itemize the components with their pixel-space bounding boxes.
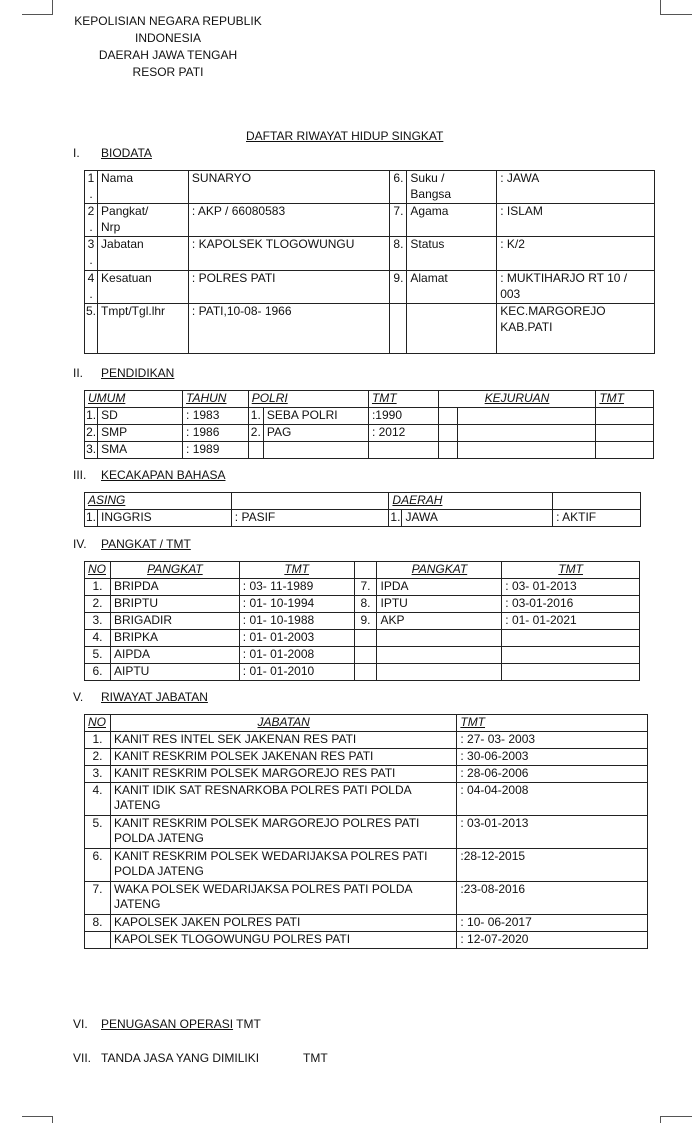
- rank-name: BRIPTU: [110, 595, 239, 612]
- institution-header: [60, 13, 276, 81]
- education-general: SMP: [98, 424, 183, 441]
- row-number: [85, 931, 111, 948]
- biodata-row: [85, 171, 655, 204]
- rank-tmt: : 01- 10-1994: [239, 595, 354, 612]
- section-pangkat-heading: [73, 537, 191, 551]
- rank-name: BRIGADIR: [110, 612, 239, 629]
- rank-tmt: [502, 663, 640, 680]
- field-label: [407, 304, 497, 354]
- header-tmt: TMT: [239, 562, 354, 579]
- row-number: 5.: [85, 304, 98, 354]
- empty-cell: [231, 493, 389, 510]
- row-number: 5.: [85, 815, 111, 848]
- pangkat-row: [85, 629, 640, 646]
- empty-cell: [438, 441, 457, 458]
- header-line-4: RESOR PATI: [132, 65, 204, 79]
- section-number: VII.: [73, 1051, 92, 1065]
- empty-cell: [438, 407, 457, 424]
- section-pendidikan-heading: [73, 366, 174, 380]
- language-level: : PASIF: [231, 510, 389, 527]
- jabatan-row: [85, 748, 648, 765]
- position-tmt: : 10- 06-2017: [457, 914, 648, 931]
- jabatan-table: [84, 714, 648, 949]
- row-number: 1.: [85, 510, 98, 527]
- position-name: KANIT RES INTEL SEK JAKENAN RES PATI: [110, 731, 456, 748]
- language-regional: JAWA: [402, 510, 553, 527]
- rank-name: IPDA: [377, 578, 502, 595]
- position-name: WAKA POLSEK WEDARIJAKSA POLRES PATI POLDA JATENG: [110, 881, 456, 914]
- field-value: : ISLAM: [497, 204, 655, 237]
- pangkat-row: [85, 663, 640, 680]
- jabatan-rows: [85, 715, 648, 949]
- row-number: 2 .: [85, 204, 98, 237]
- field-value: : PATI,10-08- 1966: [188, 304, 390, 354]
- position-tmt: : 12-07-2020: [457, 931, 648, 948]
- row-number: [354, 629, 377, 646]
- field-value: : JAWA: [497, 171, 655, 204]
- biodata-row: [85, 237, 655, 271]
- pangkat-row: [85, 578, 640, 595]
- row-number: 3.: [85, 765, 111, 782]
- section-number: III.: [73, 468, 87, 482]
- pangkat-row: [85, 595, 640, 612]
- field-value: SUNARYO: [188, 171, 390, 204]
- row-number: 7.: [85, 881, 111, 914]
- row-number: 1.: [389, 510, 402, 527]
- row-number: 1.: [85, 731, 111, 748]
- education-tmt: [368, 441, 438, 458]
- rank-name: [377, 646, 502, 663]
- row-number: 8.: [85, 914, 111, 931]
- rank-tmt: : 01- 10-1988: [239, 612, 354, 629]
- header-polri: POLRI: [248, 391, 368, 408]
- section-label: BIODATA: [101, 146, 152, 160]
- rank-tmt: : 01- 01-2008: [239, 646, 354, 663]
- row-number: 3 .: [85, 237, 98, 271]
- jabatan-header-row: [85, 715, 648, 732]
- header-pangkat: PANGKAT: [110, 562, 239, 579]
- row-number: 2.: [85, 424, 98, 441]
- rank-name: AIPTU: [110, 663, 239, 680]
- rank-name: BRIPKA: [110, 629, 239, 646]
- empty-cell: [596, 424, 654, 441]
- pangkat-header-row: [85, 562, 640, 579]
- jabatan-row: [85, 848, 648, 881]
- pendidikan-rows: [85, 391, 654, 459]
- position-name: KANIT RESKRIM POLSEK MARGOREJO RES PATI: [110, 765, 456, 782]
- section-jabatan-heading: [73, 690, 208, 704]
- row-number: 4 .: [85, 271, 98, 304]
- header-tmt: TMT: [502, 562, 640, 579]
- biodata-row: [85, 304, 655, 354]
- education-general: SMA: [98, 441, 183, 458]
- bahasa-row: [85, 510, 641, 527]
- rank-name: AIPDA: [110, 646, 239, 663]
- section-penugasan-heading: [73, 1017, 261, 1031]
- row-number: 1.: [248, 407, 263, 424]
- pendidikan-table: [84, 390, 654, 459]
- jabatan-row: [85, 782, 648, 815]
- position-tmt: : 04-04-2008: [457, 782, 648, 815]
- education-polri: SEBA POLRI: [263, 407, 368, 424]
- language-foreign: INGGRIS: [98, 510, 232, 527]
- field-label: Jabatan: [98, 237, 189, 271]
- row-number: 8.: [354, 595, 377, 612]
- field-value: : K/2: [497, 237, 655, 271]
- field-value: : KAPOLSEK TLOGOWUNGU: [188, 237, 390, 271]
- empty-cell: [457, 407, 595, 424]
- biodata-table: [84, 170, 655, 354]
- field-label: Tmpt/Tgl.lhr: [98, 304, 189, 354]
- rank-tmt: : 03- 11-1989: [239, 578, 354, 595]
- header-tmt: TMT: [457, 715, 648, 732]
- row-number: 9.: [390, 271, 407, 304]
- rank-tmt: : 01- 01-2003: [239, 629, 354, 646]
- section-suffix: TMT: [303, 1051, 328, 1065]
- rank-tmt: : 01- 01-2021: [502, 612, 640, 629]
- empty-cell: [457, 441, 595, 458]
- education-year: : 1983: [183, 407, 249, 424]
- section-number: II.: [73, 366, 84, 380]
- biodata-rows: [85, 171, 655, 354]
- rank-tmt: : 01- 01-2010: [239, 663, 354, 680]
- row-number: 3.: [85, 612, 111, 629]
- header-tmt: TMT: [368, 391, 438, 408]
- header-line-1: KEPOLISIAN NEGARA REPUBLIK: [74, 14, 262, 28]
- field-label: Alamat: [407, 271, 497, 304]
- header-line-2: INDONESIA: [134, 31, 201, 45]
- bahasa-table: [84, 492, 641, 527]
- rank-tmt: [502, 629, 640, 646]
- empty-cell: [354, 562, 377, 579]
- row-number: [390, 304, 407, 354]
- rank-name: AKP: [377, 612, 502, 629]
- education-polri: [263, 441, 368, 458]
- section-tanda-jasa-heading: [73, 1051, 328, 1065]
- position-tmt: : 27- 03- 2003: [457, 731, 648, 748]
- row-number: [354, 646, 377, 663]
- row-number: 4.: [85, 782, 111, 815]
- row-number: 6.: [85, 848, 111, 881]
- jabatan-row: [85, 914, 648, 931]
- bahasa-rows: [85, 493, 641, 527]
- field-value: KEC.MARGOREJO KAB.PATI: [497, 304, 655, 354]
- pendidikan-row: [85, 441, 654, 458]
- header-tahun: TAHUN: [183, 391, 249, 408]
- section-label: KECAKAPAN BAHASA: [101, 468, 226, 482]
- education-polri: PAG: [263, 424, 368, 441]
- field-value: : POLRES PATI: [188, 271, 390, 304]
- section-label: PENDIDIKAN: [101, 366, 175, 380]
- field-label: Agama: [407, 204, 497, 237]
- row-number: 5.: [85, 646, 111, 663]
- section-label: PENUGASAN OPERASI: [101, 1017, 234, 1031]
- row-number: [248, 441, 263, 458]
- section-biodata-heading: [73, 146, 152, 160]
- document-title: DAFTAR RIWAYAT HIDUP SINGKAT: [246, 129, 444, 143]
- field-value: : MUKTIHARJO RT 10 / 003: [497, 271, 655, 304]
- rank-name: IPTU: [377, 595, 502, 612]
- jabatan-row: [85, 815, 648, 848]
- row-number: 7.: [390, 204, 407, 237]
- row-number: 6.: [390, 171, 407, 204]
- section-bahasa-heading: [73, 468, 226, 482]
- section-label: PANGKAT / TMT: [101, 537, 191, 551]
- header-no: NO: [85, 715, 111, 732]
- header-tmt: TMT: [596, 391, 654, 408]
- position-tmt: : 03-01-2013: [457, 815, 648, 848]
- position-tmt: :28-12-2015: [457, 848, 648, 881]
- section-label: TANDA JASA YANG DIMILIKI: [101, 1051, 260, 1065]
- row-number: 7.: [354, 578, 377, 595]
- empty-cell: [457, 424, 595, 441]
- pangkat-table: [84, 561, 640, 681]
- corner-mark-top-right: [660, 0, 692, 15]
- position-name: KANIT RESKRIM POLSEK WEDARIJAKSA POLRES PATI POLDA JATENG: [110, 848, 456, 881]
- empty-cell: [553, 493, 641, 510]
- empty-cell: [438, 424, 457, 441]
- pendidikan-header-row: [85, 391, 654, 408]
- jabatan-row: [85, 765, 648, 782]
- field-label: Nama: [98, 171, 189, 204]
- empty-cell: [596, 407, 654, 424]
- pangkat-row: [85, 612, 640, 629]
- pendidikan-row: [85, 407, 654, 424]
- position-name: KANIT RESKRIM POLSEK JAKENAN RES PATI: [110, 748, 456, 765]
- row-number: [354, 663, 377, 680]
- position-name: KANIT RESKRIM POLSEK MARGOREJO POLRES PATI POLDA JATENG: [110, 815, 456, 848]
- empty-cell: [596, 441, 654, 458]
- section-number: V.: [73, 690, 84, 704]
- section-number: I.: [73, 146, 80, 160]
- row-number: 2.: [248, 424, 263, 441]
- education-tmt: : 2012: [368, 424, 438, 441]
- row-number: 4.: [85, 629, 111, 646]
- position-name: KAPOLSEK JAKEN POLRES PATI: [110, 914, 456, 931]
- jabatan-row: [85, 731, 648, 748]
- section-number: VI.: [73, 1017, 88, 1031]
- row-number: 2.: [85, 595, 111, 612]
- jabatan-row: [85, 881, 648, 914]
- section-label: RIWAYAT JABATAN: [101, 690, 208, 704]
- field-label: Kesatuan: [98, 271, 189, 304]
- header-line-3: DAERAH JAWA TENGAH: [98, 48, 238, 62]
- row-number: 2.: [85, 748, 111, 765]
- header-asing: ASING: [85, 493, 232, 510]
- field-value: : AKP / 66080583: [188, 204, 390, 237]
- jabatan-row: [85, 931, 648, 948]
- position-tmt: :23-08-2016: [457, 881, 648, 914]
- position-name: KANIT IDIK SAT RESNARKOBA POLRES PATI POLDA JATENG: [110, 782, 456, 815]
- header-jabatan: JABATAN: [110, 715, 456, 732]
- position-name: KAPOLSEK TLOGOWUNGU POLRES PATI: [110, 931, 456, 948]
- row-number: 1 .: [85, 171, 98, 204]
- row-number: 1.: [85, 578, 111, 595]
- pendidikan-row: [85, 424, 654, 441]
- language-level: : AKTIF: [553, 510, 641, 527]
- field-label: Pangkat/ Nrp: [98, 204, 189, 237]
- header-no: NO: [85, 562, 111, 579]
- rank-name: [377, 663, 502, 680]
- education-tmt: :1990: [368, 407, 438, 424]
- header-umum: UMUM: [85, 391, 183, 408]
- rank-tmt: : 03-01-2016: [502, 595, 640, 612]
- biodata-row: [85, 271, 655, 304]
- pangkat-rows: [85, 562, 640, 681]
- bahasa-header-row: [85, 493, 641, 510]
- biodata-row: [85, 204, 655, 237]
- position-tmt: : 28-06-2006: [457, 765, 648, 782]
- section-suffix: TMT: [233, 1017, 261, 1031]
- rank-name: [377, 629, 502, 646]
- row-number: 8.: [390, 237, 407, 271]
- row-number: 9.: [354, 612, 377, 629]
- field-label: Suku / Bangsa: [407, 171, 497, 204]
- row-number: 1.: [85, 407, 98, 424]
- header-pangkat: PANGKAT: [377, 562, 502, 579]
- corner-mark-top-left: [22, 0, 53, 15]
- rank-name: BRIPDA: [110, 578, 239, 595]
- education-year: : 1986: [183, 424, 249, 441]
- position-tmt: : 30-06-2003: [457, 748, 648, 765]
- pangkat-row: [85, 646, 640, 663]
- header-daerah: DAERAH: [389, 493, 553, 510]
- header-kejuruan: KEJURUAN: [438, 391, 596, 408]
- education-year: : 1989: [183, 441, 249, 458]
- rank-tmt: : 03- 01-2013: [502, 578, 640, 595]
- row-number: 6.: [85, 663, 111, 680]
- row-number: 3.: [85, 441, 98, 458]
- rank-tmt: [502, 646, 640, 663]
- section-number: IV.: [73, 537, 87, 551]
- field-label: Status: [407, 237, 497, 271]
- education-general: SD: [98, 407, 183, 424]
